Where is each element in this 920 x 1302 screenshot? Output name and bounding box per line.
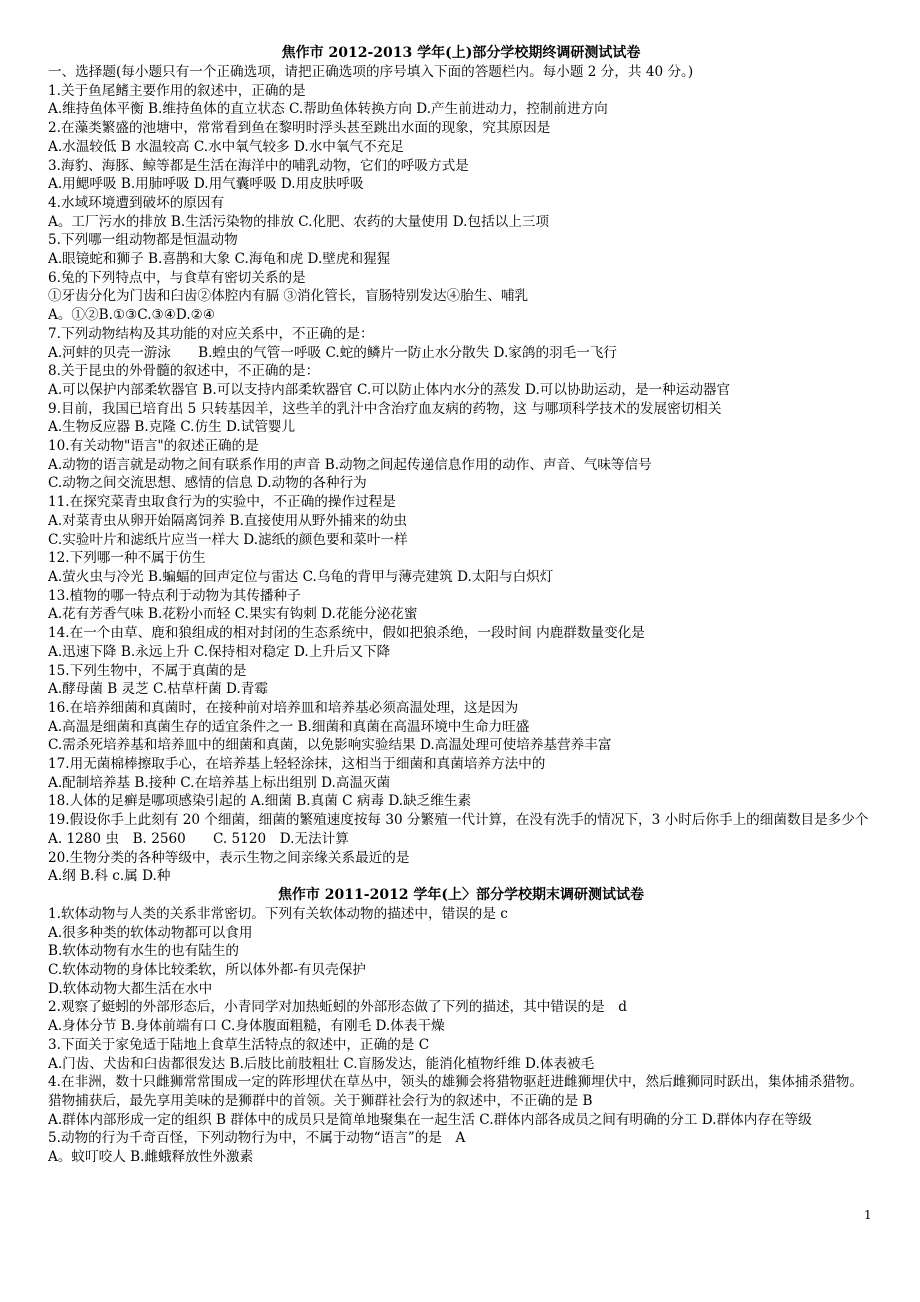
- text-line: D.软体动物大都生活在水中: [48, 980, 213, 997]
- section2-tail: [48, 1129, 874, 1166]
- text-line: 2.观察了蜓蚓的外部形态后，小青同学对加热蚯蚓的外部形态做了下列的描述，其中错误的是 d: [48, 999, 628, 1016]
- section1-tail: [48, 830, 874, 886]
- text-line: C.软体动物的身体比较柔软，所以体外都-有贝壳保护: [48, 962, 366, 979]
- question-4-stem: 4.在非洲，数十只雌狮常常围成一定的阵形埋伏在草丛中，领头的雄狮会将猎物驱赶进雌狮埋伏中，然后雌狮同时跃出，集体捕杀猎物。猎物捕获后，最先享用美味的是狮群中的首领。关于狮群社会行为的叙述中，不正确的是 B: [48, 1074, 863, 1109]
- document-page: [48, 44, 874, 1167]
- text-line: A。①②B.①③C.③④D.②④: [48, 307, 216, 324]
- text-line: 13.植物的哪一特点利于动物为其传播种子: [48, 587, 301, 604]
- text-line: 1.关于鱼尾鳍主要作用的叙述中，正确的是: [48, 82, 306, 99]
- text-line: A. 1280 虫 B. 2560 C. 5120 D.无法计算: [48, 830, 349, 847]
- exam-title-2012-2013: 焦作市 2012-2013 学年(上)部分学校期终调研测试试卷: [281, 45, 641, 61]
- text-line: ①牙齿分化为门齿和臼齿②体腔内有膈 ③消化管长，盲肠特别发达④胎生、哺乳: [48, 288, 529, 305]
- exam-title-2011-2012: 焦作市 2011-2012 学年(上〉部分学校期末调研测试试卷: [277, 886, 645, 903]
- text-line: A.萤火虫与冷光 B.蝙蝠的回声定位与雷达 C.乌龟的背甲与薄壳建筑 D.太阳与白炽灯: [48, 568, 554, 585]
- text-line: 3.海豹、海豚、鲸等都是生活在海洋中的哺乳动物，它们的呼吸方式是: [48, 157, 469, 174]
- text-line: 17.用无菌棉棒擦取手心，在培养基上轻轻涂抹，这相当于细菌和真菌培养方法中的: [48, 756, 546, 773]
- text-line: A.生物反应器 B.克隆 C.仿生 D.试管婴儿: [48, 419, 296, 436]
- section1-questions: [48, 63, 874, 811]
- section2-questions: [48, 905, 874, 1073]
- text-line: 14.在一个由草、鹿和狼组成的相对封闭的生态系统中，假如把狼杀绝，一段时间 内鹿群数量变化是: [48, 625, 645, 642]
- question-4-options: A.群体内部形成一定的组织 B 群体中的成员只是简单地聚集在一起生活 C.群体内部各成员之间有明确的分工 D.群体内存在等级: [48, 1111, 812, 1128]
- text-line: A.河蚌的贝壳一游泳 B.蝗虫的气管一呼吸 C.蛇的鳞片一防止水分散失 D.家鸽的羽毛一飞行: [48, 344, 618, 361]
- text-line: C.实验叶片和滤纸片应当一样大 D.滤纸的颜色要和菜叶一样: [48, 531, 408, 548]
- text-line: A.维持鱼体平衡 B.维持鱼体的直立状态 C.帮助鱼体转换方向 D.产生前进动力，控制前进方向: [48, 101, 608, 118]
- text-line: A.对菜青虫从卵开始隔离饲养 B.直接使用从野外捕来的幼虫: [48, 512, 408, 529]
- text-line: C.动物之间交流思想、感情的信息 D.动物的各种行为: [48, 475, 367, 492]
- text-line: A.动物的语言就是动物之间有联系作用的声音 B.动物之间起传递信息作用的动作、声音、气味等信号: [48, 456, 652, 473]
- text-line: 11.在探究菜青虫取食行为的实验中，不正确的操作过程是: [48, 494, 396, 511]
- text-line: A.迅速下降 B.永远上升 C.保持相对稳定 D.上升后又下降: [48, 643, 391, 660]
- text-line: 18.人体的足癣是哪项感染引起的 A.细菌 B.真菌 C 病毒 D.缺乏维生素: [48, 793, 472, 810]
- text-line: A.配制培养基 B.接种 C.在培养基上标出组别 D.高温灭菌: [48, 774, 391, 791]
- text-line: 6.兔的下列特点中，与食草有密切关系的是: [48, 269, 306, 286]
- text-line: 20.生物分类的各种等级中，表示生物之间亲缘关系最近的是: [48, 849, 410, 866]
- text-line: 5.下列哪一组动物都是恒温动物: [48, 232, 238, 249]
- text-line: 5.动物的行为千奇百怪，下列动物行为中，不属于动物“语言”的是 A: [48, 1130, 466, 1147]
- page-number: 1: [864, 1208, 872, 1222]
- text-line: 10.有关动物"语言"的叙述正确的是: [48, 438, 259, 455]
- text-line: A.用鳃呼吸 B.用肺呼吸 D.用气囊呼吸 D.用皮肤呼吸: [48, 176, 364, 193]
- text-line: 15.下列生物中，不属于真菌的是: [48, 662, 247, 679]
- text-line: A.门齿、犬齿和臼齿都很发达 B.后肢比前肢粗壮 C.盲肠发达，能消化植物纤维 D.体表被毛: [48, 1055, 595, 1072]
- text-line: A.酵母菌 B 灵芝 C.枯草杆菌 D.青霉: [48, 681, 268, 698]
- text-line: 1.软体动物与人类的关系非常密切。下列有关软体动物的描述中，错误的是 c: [48, 905, 508, 922]
- text-line: C.需杀死培养基和培养皿中的细菌和真菌，以免影响实验结果 D.高温处理可使培养基营养丰富: [48, 737, 612, 754]
- text-line: 12.下列哪一种不属于仿生: [48, 550, 206, 567]
- text-line: 16.在培养细菌和真菌时，在接种前对培养皿和培养基必须高温处理，这是因为: [48, 699, 519, 716]
- text-line: 9.目前，我国已培育出 5 只转基因羊，这些羊的乳汁中含治疗血友病的药物，这 与哪项科学技术的发展密切相关: [48, 400, 722, 417]
- text-line: A.身体分节 B.身体前端有口 C.身体腹面粗糙，有刚毛 D.体表干燥: [48, 1018, 445, 1035]
- text-line: 一、选择题(每小题只有一个正确选项，请把正确选项的序号填入下面的答题栏内。每小题 2 分，共 40 分。): [48, 64, 694, 80]
- question-19: 19.假设你手上此刻有 20 个细菌，细菌的繁殖速度按每 30 分繁殖一代计算，在没有洗手的情况下，3 小时后你手上的细菌数目是多少个: [48, 812, 869, 829]
- text-line: A.纲 B.科 c.属 D.种: [48, 868, 171, 885]
- text-line: 8.关于昆虫的外骨髓的叙述中，不正确的是：: [48, 363, 320, 380]
- text-line: 7.下列动物结构及其功能的对应关系中，不正确的是：: [48, 325, 374, 342]
- text-line: A。蚊叮咬人 B.雌蛾释放性外激素: [48, 1149, 254, 1166]
- text-line: A.花有芳香气味 B.花粉小而轻 C.果实有钩刺 D.花能分泌花蜜: [48, 606, 418, 623]
- text-line: A。工厂污水的排放 B.生活污染物的排放 C.化肥、农药的大量使用 D.包括以上三项: [48, 213, 550, 230]
- text-line: B.软体动物有水生的也有陆生的: [48, 943, 240, 960]
- text-line: 2.在藻类繁盛的池塘中，常常看到鱼在黎明时浮头甚至跳出水面的现象，究其原因是: [48, 120, 551, 137]
- text-line: A.高温是细菌和真菌生存的适宜条件之一 B.细菌和真菌在高温环境中生命力旺盛: [48, 718, 530, 735]
- text-line: A.眼镜蛇和狮子 B.喜鹊和大象 C.海龟和虎 D.壁虎和猩猩: [48, 251, 391, 268]
- text-line: 3.下面关于家兔适于陆地上食草生活特点的叙述中，正确的是 C: [48, 1036, 430, 1053]
- text-line: A.水温较低 B 水温较高 C.水中氧气较多 D.水中氧气不充足: [48, 138, 404, 155]
- text-line: A.可以保护内部柔软器官 B.可以支持内部柔软器官 C.可以防止体内水分的蒸发 D.可以协助运动，是一种运动器官: [48, 381, 731, 398]
- text-line: A.很多种类的软体动物都可以食用: [48, 924, 253, 941]
- text-line: 4.水域环境遭到破坏的原因有: [48, 194, 225, 211]
